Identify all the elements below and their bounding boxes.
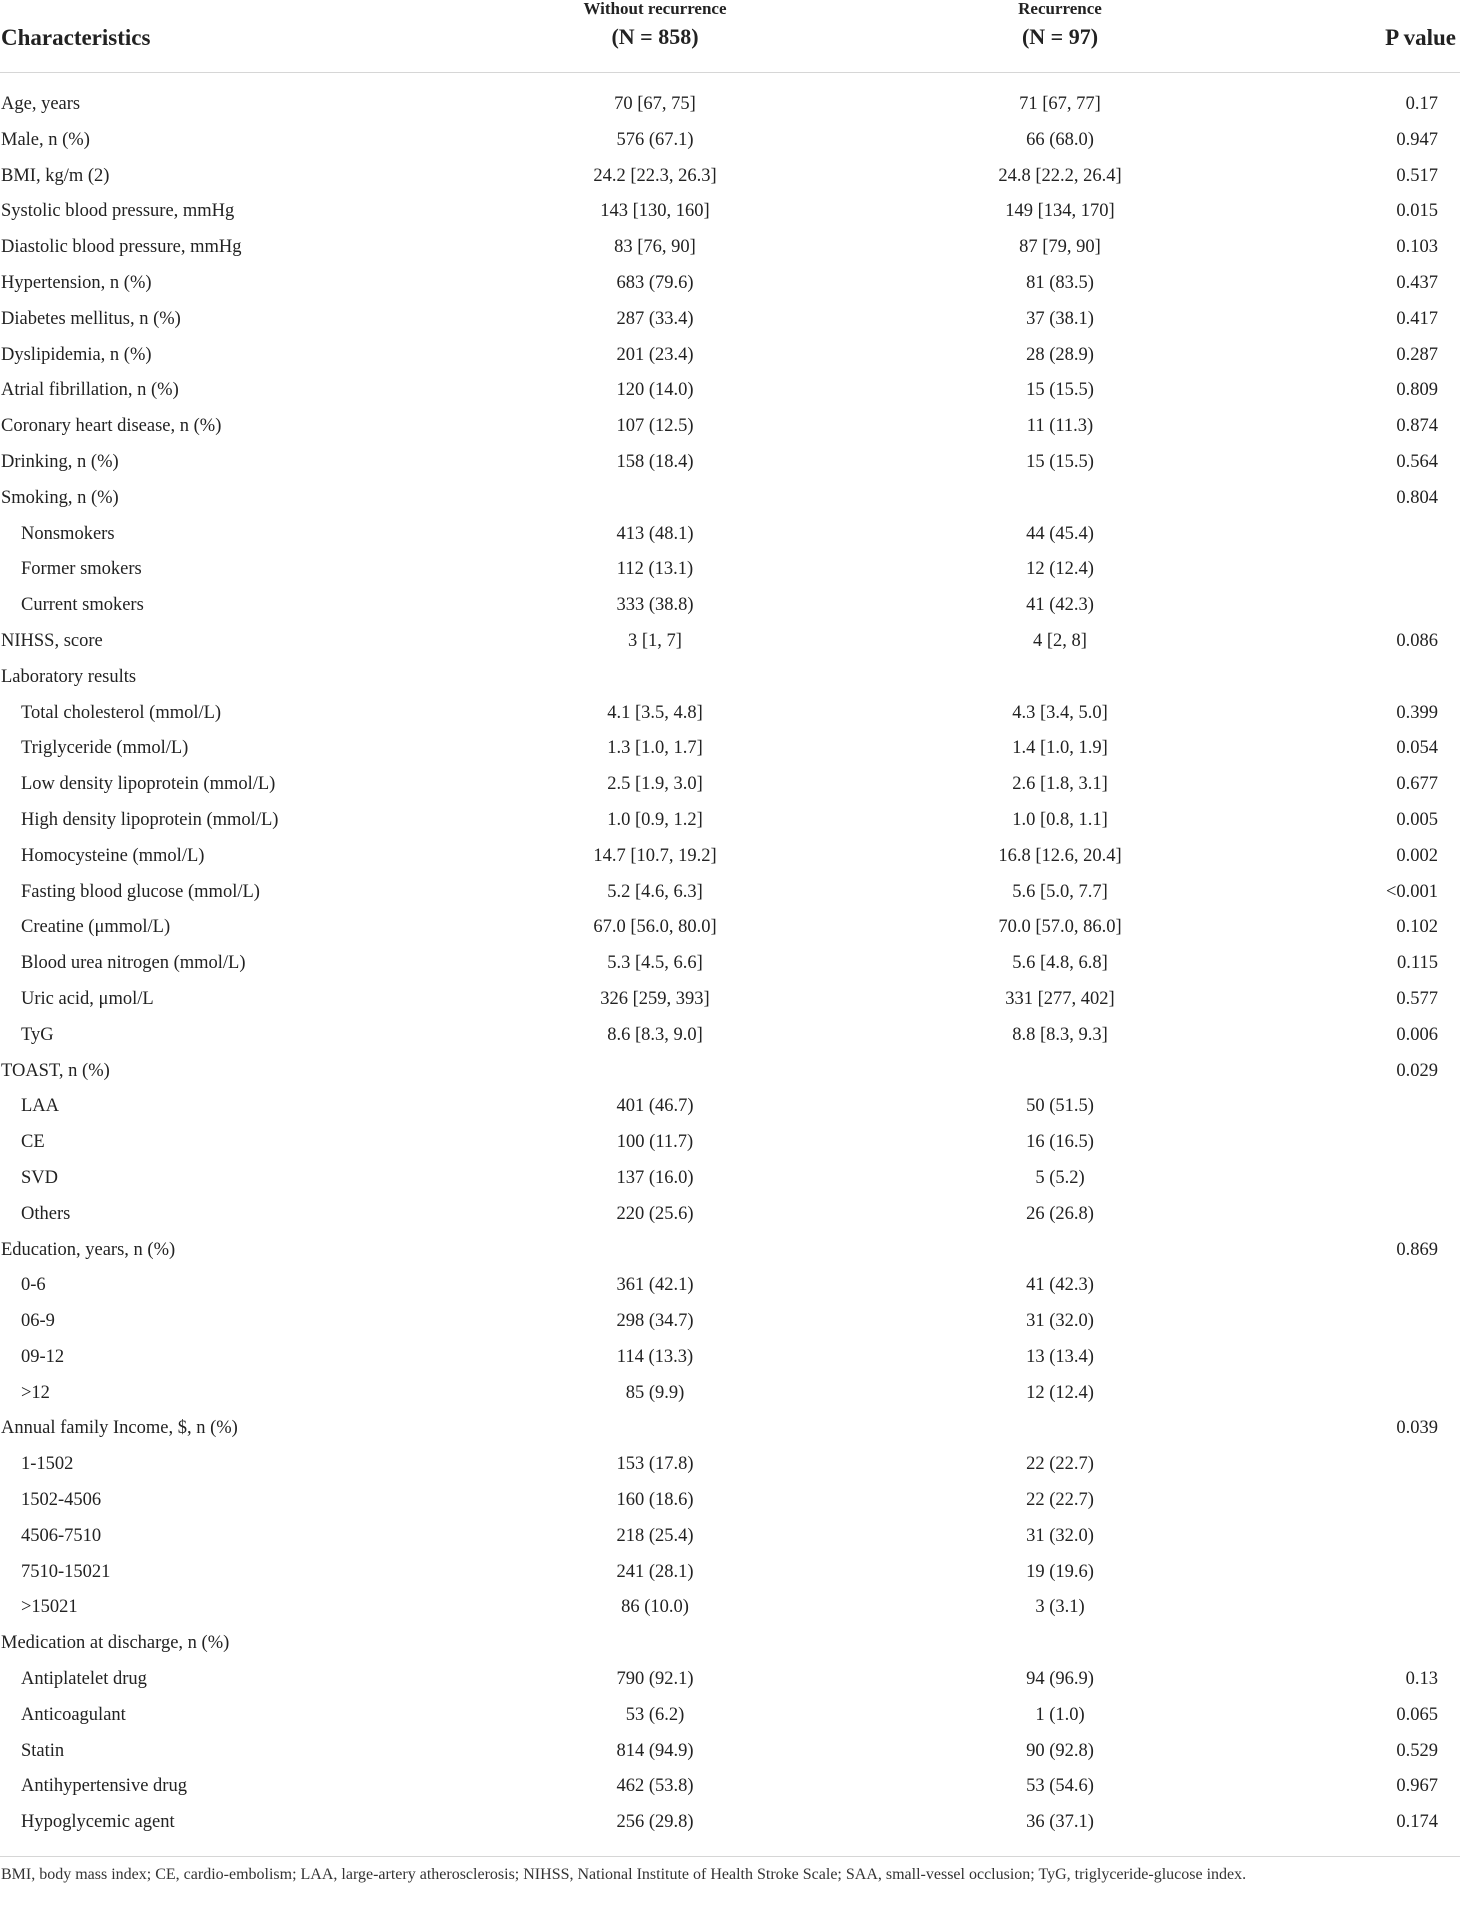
table-row [0, 1199, 1460, 1235]
cell-without-recurrence: 5.3 [4.5, 6.6] [607, 953, 703, 974]
cell-recurrence: 12 (12.4) [1026, 559, 1094, 580]
cell-recurrence: 11 (11.3) [1026, 416, 1094, 437]
row-label: >12 [21, 1382, 50, 1403]
cell-without-recurrence: 218 (25.4) [616, 1525, 694, 1546]
row-label: Hypertension, n (%) [1, 272, 152, 293]
cell-without-recurrence: 241 (28.1) [616, 1561, 694, 1582]
row-label: Fasting blood glucose (mmol/L) [21, 881, 260, 902]
row-label: Age, years [1, 94, 81, 114]
cell-recurrence: 4.3 [3.4, 5.0] [1012, 702, 1108, 723]
row-label: >15021 [21, 1597, 78, 1618]
cell-without-recurrence: 326 [259, 393] [600, 988, 710, 1009]
cell-recurrence: 8.8 [8.3, 9.3] [1012, 1024, 1108, 1045]
table-row [0, 698, 1460, 734]
cell-recurrence: 12 (12.4) [1026, 1382, 1094, 1403]
header-recurrence-n: (N = 97) [1021, 24, 1099, 49]
table-row [0, 662, 1460, 698]
cell-without-recurrence: 220 (25.6) [616, 1203, 694, 1224]
table-row [0, 1628, 1460, 1664]
row-label: Antihypertensive drug [21, 1776, 187, 1797]
row-label: Smoking, n (%) [1, 487, 119, 508]
table-row [0, 626, 1460, 662]
cell-p-value: 0.13 [1405, 1669, 1438, 1690]
header-recurrence-label: Recurrence [1018, 0, 1102, 18]
cell-p-value: 0.002 [1396, 845, 1438, 866]
table-row [0, 1557, 1460, 1593]
cell-p-value: 0.677 [1396, 774, 1438, 795]
table-row [0, 519, 1460, 555]
cell-without-recurrence: 4.1 [3.5, 4.8] [607, 702, 703, 723]
header-p-value: P value [1385, 25, 1456, 50]
cell-p-value: 0.804 [1396, 487, 1438, 508]
cell-p-value: 0.577 [1396, 988, 1438, 1009]
table-row [0, 411, 1460, 447]
row-label: Former smokers [21, 559, 142, 580]
table-row [0, 984, 1460, 1020]
row-label: Medication at discharge, n (%) [1, 1633, 230, 1654]
table-header [0, 0, 1460, 70]
header-recurrence [910, 0, 1210, 52]
table-row [0, 268, 1460, 304]
cell-recurrence: 28 (28.9) [1026, 344, 1094, 365]
cell-p-value: 0.086 [1396, 630, 1438, 651]
cell-without-recurrence: 100 (11.7) [616, 1132, 694, 1153]
row-label: BMI, kg/m (2) [1, 165, 110, 186]
cell-without-recurrence: 83 [76, 90] [614, 237, 696, 258]
cell-recurrence: 36 (37.1) [1026, 1812, 1094, 1833]
cell-without-recurrence: 70 [67, 75] [614, 94, 696, 114]
table-row [0, 196, 1460, 232]
row-label: Others [21, 1203, 71, 1224]
cell-p-value: 0.564 [1396, 451, 1438, 472]
row-label: Antiplatelet drug [21, 1669, 147, 1690]
cell-without-recurrence: 462 (53.8) [616, 1776, 694, 1797]
header-without-recurrence-label: Without recurrence [583, 0, 727, 18]
cell-recurrence: 44 (45.4) [1026, 523, 1094, 544]
cell-without-recurrence: 2.5 [1.9, 3.0] [607, 774, 703, 795]
cell-recurrence: 1.4 [1.0, 1.9] [1012, 738, 1108, 759]
cell-without-recurrence: 120 (14.0) [616, 380, 694, 401]
cell-recurrence: 1.0 [0.8, 1.1] [1012, 809, 1108, 830]
table-row [0, 1306, 1460, 1342]
cell-recurrence: 31 (32.0) [1026, 1525, 1094, 1546]
row-label: 7510-15021 [21, 1561, 111, 1582]
row-label: Annual family Income, $, n (%) [1, 1418, 238, 1439]
cell-without-recurrence: 8.6 [8.3, 9.0] [607, 1024, 703, 1045]
cell-without-recurrence: 160 (18.6) [616, 1490, 694, 1511]
row-label: Current smokers [21, 595, 144, 616]
cell-recurrence: 19 (19.6) [1026, 1561, 1094, 1582]
table-row [0, 948, 1460, 984]
table-row [0, 1485, 1460, 1521]
row-label: TyG [21, 1024, 54, 1045]
header-divider [0, 72, 1460, 73]
table-row [0, 1342, 1460, 1378]
cell-without-recurrence: 401 (46.7) [616, 1096, 694, 1117]
row-label: LAA [21, 1096, 60, 1117]
cell-recurrence: 4 [2, 8] [1033, 630, 1087, 651]
cell-recurrence: 41 (42.3) [1026, 595, 1094, 616]
cell-recurrence: 22 (22.7) [1026, 1490, 1094, 1511]
cell-recurrence: 149 [134, 170] [1005, 201, 1115, 222]
table-row [0, 447, 1460, 483]
row-label: Coronary heart disease, n (%) [1, 416, 222, 437]
row-label: 06-9 [21, 1311, 55, 1332]
row-label: Atrial fibrillation, n (%) [1, 380, 179, 401]
row-label: 1-1502 [21, 1454, 74, 1475]
cell-recurrence: 16.8 [12.6, 20.4] [998, 845, 1122, 866]
cell-recurrence: 15 (15.5) [1026, 380, 1094, 401]
cell-without-recurrence: 137 (16.0) [616, 1167, 694, 1188]
cell-p-value: 0.029 [1396, 1060, 1438, 1081]
cell-without-recurrence: 112 (13.1) [616, 559, 694, 580]
cell-without-recurrence: 5.2 [4.6, 6.3] [607, 881, 703, 902]
row-label: Anticoagulant [21, 1704, 126, 1725]
cell-without-recurrence: 1.0 [0.9, 1.2] [607, 809, 703, 830]
row-label: Total cholesterol (mmol/L) [21, 702, 222, 723]
table-footnote: BMI, body mass index; CE, cardio-embolism; LAA, large-artery atherosclerosis; NIHSS, National Institute of Health Stroke Scale; SAA, small-vessel occlusion; TyG, triglyceride-glucose index. [1, 1866, 1247, 1883]
cell-without-recurrence: 201 (23.4) [616, 344, 694, 365]
cell-without-recurrence: 1.3 [1.0, 1.7] [607, 738, 703, 759]
cell-without-recurrence: 143 [130, 160] [600, 201, 710, 222]
row-label: Systolic blood pressure, mmHg [1, 201, 235, 222]
row-label: Creatine (μmmol/L) [21, 917, 171, 938]
row-label: Male, n (%) [1, 129, 90, 150]
table-row [0, 1056, 1460, 1092]
cell-p-value: 0.005 [1396, 809, 1438, 830]
row-label: Blood urea nitrogen (mmol/L) [21, 953, 246, 974]
table-row [0, 1807, 1460, 1843]
cell-p-value: 0.065 [1396, 1704, 1438, 1725]
cell-recurrence: 5 (5.2) [1035, 1167, 1085, 1188]
row-label: Drinking, n (%) [1, 451, 119, 472]
cell-recurrence: 26 (26.8) [1026, 1203, 1094, 1224]
cell-recurrence: 31 (32.0) [1026, 1311, 1094, 1332]
cell-p-value: 0.947 [1396, 129, 1438, 150]
table-row [0, 1700, 1460, 1736]
cell-recurrence: 3 (3.1) [1035, 1597, 1085, 1618]
row-label: Diabetes mellitus, n (%) [1, 308, 181, 329]
cell-without-recurrence: 24.2 [22.3, 26.3] [593, 165, 717, 186]
table-row [0, 877, 1460, 913]
cell-recurrence: 2.6 [1.8, 3.1] [1012, 774, 1108, 795]
row-label: Uric acid, μmol/L [21, 988, 154, 1009]
header-without-recurrence-n: (N = 858) [611, 24, 699, 49]
cell-recurrence: 331 [277, 402] [1005, 988, 1115, 1009]
table-row [0, 1736, 1460, 1772]
table-row [0, 1127, 1460, 1163]
cell-recurrence: 53 (54.6) [1026, 1776, 1094, 1797]
row-label: Diastolic blood pressure, mmHg [1, 237, 242, 258]
table-row [0, 1771, 1460, 1807]
cell-recurrence: 87 [79, 90] [1019, 237, 1101, 258]
cell-p-value: 0.529 [1396, 1740, 1438, 1761]
table-row [0, 1020, 1460, 1056]
cell-p-value: 0.039 [1396, 1418, 1438, 1439]
table-row [0, 375, 1460, 411]
cell-recurrence: 16 (16.5) [1026, 1132, 1094, 1153]
cell-without-recurrence: 86 (10.0) [621, 1597, 689, 1618]
cell-p-value: 0.015 [1396, 201, 1438, 222]
cell-p-value: 0.103 [1396, 237, 1438, 258]
table-body [0, 89, 1460, 1843]
cell-recurrence: 22 (22.7) [1026, 1454, 1094, 1475]
cell-recurrence: 90 (92.8) [1026, 1740, 1094, 1761]
cell-without-recurrence: 53 (6.2) [625, 1704, 685, 1725]
cell-p-value: 0.006 [1396, 1024, 1438, 1045]
row-label: TOAST, n (%) [1, 1060, 110, 1081]
row-label: 09-12 [21, 1346, 65, 1367]
cell-recurrence: 24.8 [22.2, 26.4] [998, 165, 1122, 186]
cell-without-recurrence: 3 [1, 7] [628, 630, 682, 651]
row-label: Dyslipidemia, n (%) [1, 344, 152, 365]
table-row [0, 1664, 1460, 1700]
cell-p-value: 0.967 [1396, 1776, 1438, 1797]
table-row [0, 161, 1460, 197]
table-row [0, 912, 1460, 948]
cell-recurrence: 71 [67, 77] [1019, 94, 1101, 114]
row-label: SVD [21, 1167, 59, 1188]
cell-p-value: 0.115 [1397, 953, 1438, 974]
row-label: Hypoglycemic agent [21, 1812, 175, 1833]
row-label: Nonsmokers [21, 523, 115, 544]
cell-recurrence: 66 (68.0) [1026, 129, 1094, 150]
table-row [0, 483, 1460, 519]
cell-without-recurrence: 814 (94.9) [616, 1740, 694, 1761]
table-row [0, 89, 1460, 125]
cell-without-recurrence: 14.7 [10.7, 19.2] [593, 845, 717, 866]
cell-without-recurrence: 287 (33.4) [616, 308, 694, 329]
cell-p-value: 0.437 [1396, 272, 1438, 293]
cell-without-recurrence: 298 (34.7) [616, 1311, 694, 1332]
row-label: Homocysteine (mmol/L) [21, 845, 205, 866]
table-row [0, 769, 1460, 805]
row-label: 0-6 [21, 1275, 46, 1296]
cell-without-recurrence: 107 (12.5) [616, 416, 694, 437]
cell-p-value: 0.869 [1396, 1239, 1438, 1260]
table-row [0, 1235, 1460, 1271]
table-row [0, 733, 1460, 769]
header-characteristics: Characteristics [1, 25, 151, 50]
row-label: CE [21, 1132, 45, 1153]
footer-divider [0, 1856, 1460, 1857]
row-label: 4506-7510 [21, 1525, 102, 1546]
row-label: NIHSS, score [1, 630, 103, 651]
row-label: Laboratory results [1, 666, 137, 687]
row-label: High density lipoprotein (mmol/L) [21, 809, 279, 830]
row-label: Low density lipoprotein (mmol/L) [21, 774, 276, 795]
table-row [0, 1413, 1460, 1449]
cell-recurrence: 1 (1.0) [1035, 1704, 1085, 1725]
cell-without-recurrence: 85 (9.9) [625, 1382, 685, 1403]
row-label: Triglyceride (mmol/L) [21, 738, 189, 759]
cell-without-recurrence: 790 (92.1) [616, 1669, 694, 1690]
cell-without-recurrence: 413 (48.1) [616, 523, 694, 544]
table-row [0, 1091, 1460, 1127]
cell-p-value: 0.874 [1396, 416, 1438, 437]
cell-p-value: <0.001 [1385, 881, 1438, 902]
table-row [0, 1521, 1460, 1557]
cell-recurrence: 70.0 [57.0, 86.0] [998, 917, 1122, 938]
cell-recurrence: 81 (83.5) [1026, 272, 1094, 293]
cell-p-value: 0.809 [1396, 380, 1438, 401]
cell-p-value: 0.102 [1396, 917, 1438, 938]
cell-p-value: 0.174 [1396, 1812, 1438, 1833]
table-row [0, 841, 1460, 877]
table-row [0, 805, 1460, 841]
row-label: 1502-4506 [21, 1490, 102, 1511]
cell-without-recurrence: 256 (29.8) [616, 1812, 694, 1833]
cell-recurrence: 5.6 [5.0, 7.7] [1012, 881, 1108, 902]
cell-recurrence: 15 (15.5) [1026, 451, 1094, 472]
cell-recurrence: 13 (13.4) [1026, 1346, 1094, 1367]
table-row [0, 1163, 1460, 1199]
table-row [0, 1449, 1460, 1485]
row-label: Statin [21, 1740, 65, 1761]
table-row [0, 554, 1460, 590]
cell-p-value: 0.517 [1396, 165, 1438, 186]
cell-without-recurrence: 67.0 [56.0, 80.0] [593, 917, 717, 938]
table-row [0, 232, 1460, 268]
cell-without-recurrence: 683 (79.6) [616, 272, 694, 293]
cell-recurrence: 50 (51.5) [1026, 1096, 1094, 1117]
table-row [0, 1270, 1460, 1306]
cell-without-recurrence: 333 (38.8) [616, 595, 694, 616]
cell-without-recurrence: 158 (18.4) [616, 451, 694, 472]
cell-recurrence: 37 (38.1) [1026, 308, 1094, 329]
cell-p-value: 0.417 [1396, 308, 1438, 329]
cell-without-recurrence: 153 (17.8) [616, 1454, 694, 1475]
cell-p-value: 0.399 [1396, 702, 1438, 723]
cell-recurrence: 5.6 [4.8, 6.8] [1012, 953, 1108, 974]
cell-without-recurrence: 576 (67.1) [616, 129, 694, 150]
cell-p-value: 0.054 [1396, 738, 1438, 759]
table-row [0, 1592, 1460, 1628]
table-row [0, 340, 1460, 376]
cell-recurrence: 41 (42.3) [1026, 1275, 1094, 1296]
cell-without-recurrence: 361 (42.1) [616, 1275, 694, 1296]
cell-without-recurrence: 114 (13.3) [616, 1346, 694, 1367]
row-label: Education, years, n (%) [1, 1239, 176, 1260]
header-without-recurrence [505, 0, 805, 52]
cell-p-value: 0.17 [1405, 94, 1438, 114]
cell-recurrence: 94 (96.9) [1026, 1669, 1094, 1690]
cell-p-value: 0.287 [1396, 344, 1438, 365]
table-row [0, 1378, 1460, 1414]
table-row [0, 590, 1460, 626]
table-row [0, 304, 1460, 340]
table-row [0, 125, 1460, 161]
